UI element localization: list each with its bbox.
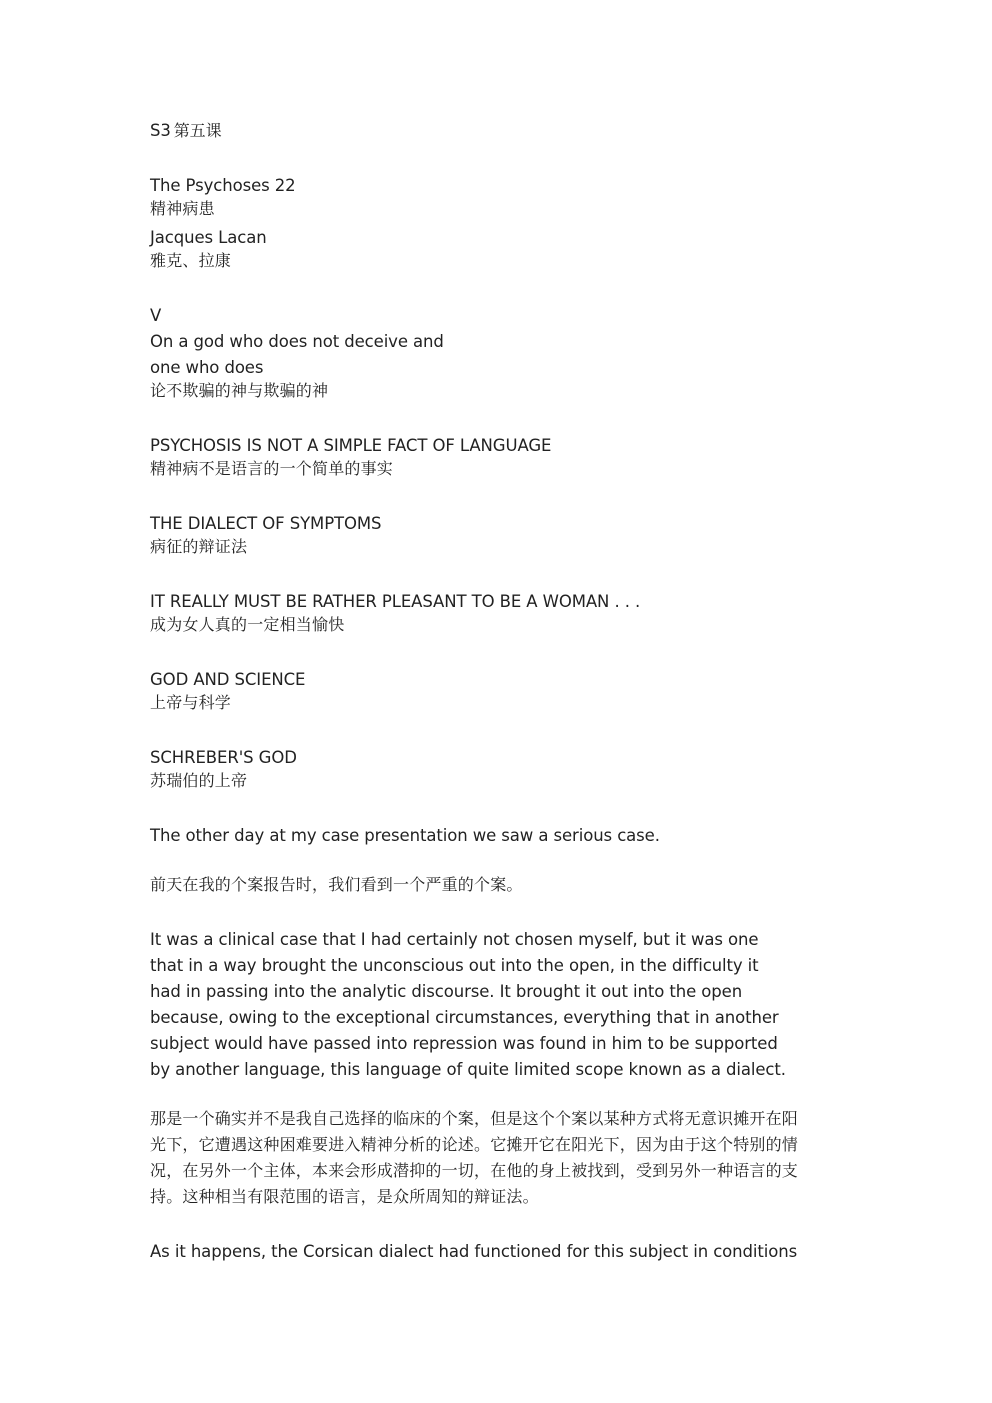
paragraph-2-en-line: that in a way brought the unconscious out into the open, in the difficulty it — [150, 956, 759, 975]
paragraph-3-en: As it happens, the Corsican dialect had functioned for this subject in conditions — [150, 1242, 798, 1261]
paragraph-2-zh-line: 持。这种相当有限范围的语言，是众所周知的辩证法。 — [150, 1187, 539, 1206]
paragraph-2-en-line: subject would have passed into repression was found in him to be supported — [150, 1034, 778, 1053]
section-heading-zh: 成为女人真的一定相当愉快 — [150, 615, 345, 634]
author-name: Jacques Lacan — [150, 228, 267, 247]
chapter-title-line2: one who does — [150, 358, 264, 377]
book-title-zh: 精神病患 — [150, 199, 215, 218]
section-heading-en: PSYCHOSIS IS NOT A SIMPLE FACT OF LANGUAGE — [150, 436, 552, 455]
author-name-zh: 雅克、拉康 — [150, 251, 232, 270]
section-heading-en: THE DIALECT OF SYMPTOMS — [150, 514, 382, 533]
book-title: The Psychoses 22 — [150, 176, 296, 195]
section-heading-zh: 病征的辩证法 — [150, 537, 248, 556]
paragraph-2-en-line: by another language, this language of quite limited scope known as a dialect. — [150, 1060, 786, 1079]
paragraph-2-en-line: It was a clinical case that I had certainly not chosen myself, but it was one — [150, 930, 759, 949]
paragraph-2-zh-line: 那是一个确实并不是我自己选择的临床的个案，但是这个个案以某种方式将无意识摊开在阳 — [150, 1109, 799, 1128]
chapter-title-zh: 论不欺骗的神与欺骗的神 — [150, 381, 329, 400]
section-heading-zh: 苏瑞伯的上帝 — [150, 771, 248, 790]
section-heading-en: SCHREBER'S GOD — [150, 748, 297, 767]
chapter-title-line1: On a god who does not deceive and — [150, 332, 444, 351]
section-heading-zh: 精神病不是语言的一个简单的事实 — [150, 459, 394, 478]
paragraph-2-en-line: because, owing to the exceptional circumstances, everything that in another — [150, 1008, 779, 1027]
section-heading-zh: 上帝与科学 — [150, 693, 232, 712]
lesson-header — [150, 120, 221, 142]
paragraph-1-zh: 前天在我的个案报告时，我们看到一个严重的个案。 — [150, 875, 523, 894]
section-heading-en: GOD AND SCIENCE — [150, 670, 306, 689]
paragraph-2-en-line: had in passing into the analytic discourse. It brought it out into the open — [150, 982, 743, 1001]
paragraph-2-zh-line: 光下，它遭遇这种困难要进入精神分析的论述。它摊开它在阳光下，因为由于这个特别的情 — [150, 1135, 799, 1154]
lesson-code: S3 — [150, 121, 171, 140]
paragraph-2-zh-line: 况，在另外一个主体，本来会形成潜抑的一切，在他的身上被找到，受到另外一种语言的支 — [150, 1161, 799, 1180]
paragraph-1-en: The other day at my case presentation we saw a serious case. — [150, 826, 660, 845]
chapter-numeral: V — [150, 306, 162, 325]
section-heading-en: IT REALLY MUST BE RATHER PLEASANT TO BE A WOMAN . . . — [150, 592, 641, 611]
lesson-zh: 第五课 — [173, 121, 222, 140]
